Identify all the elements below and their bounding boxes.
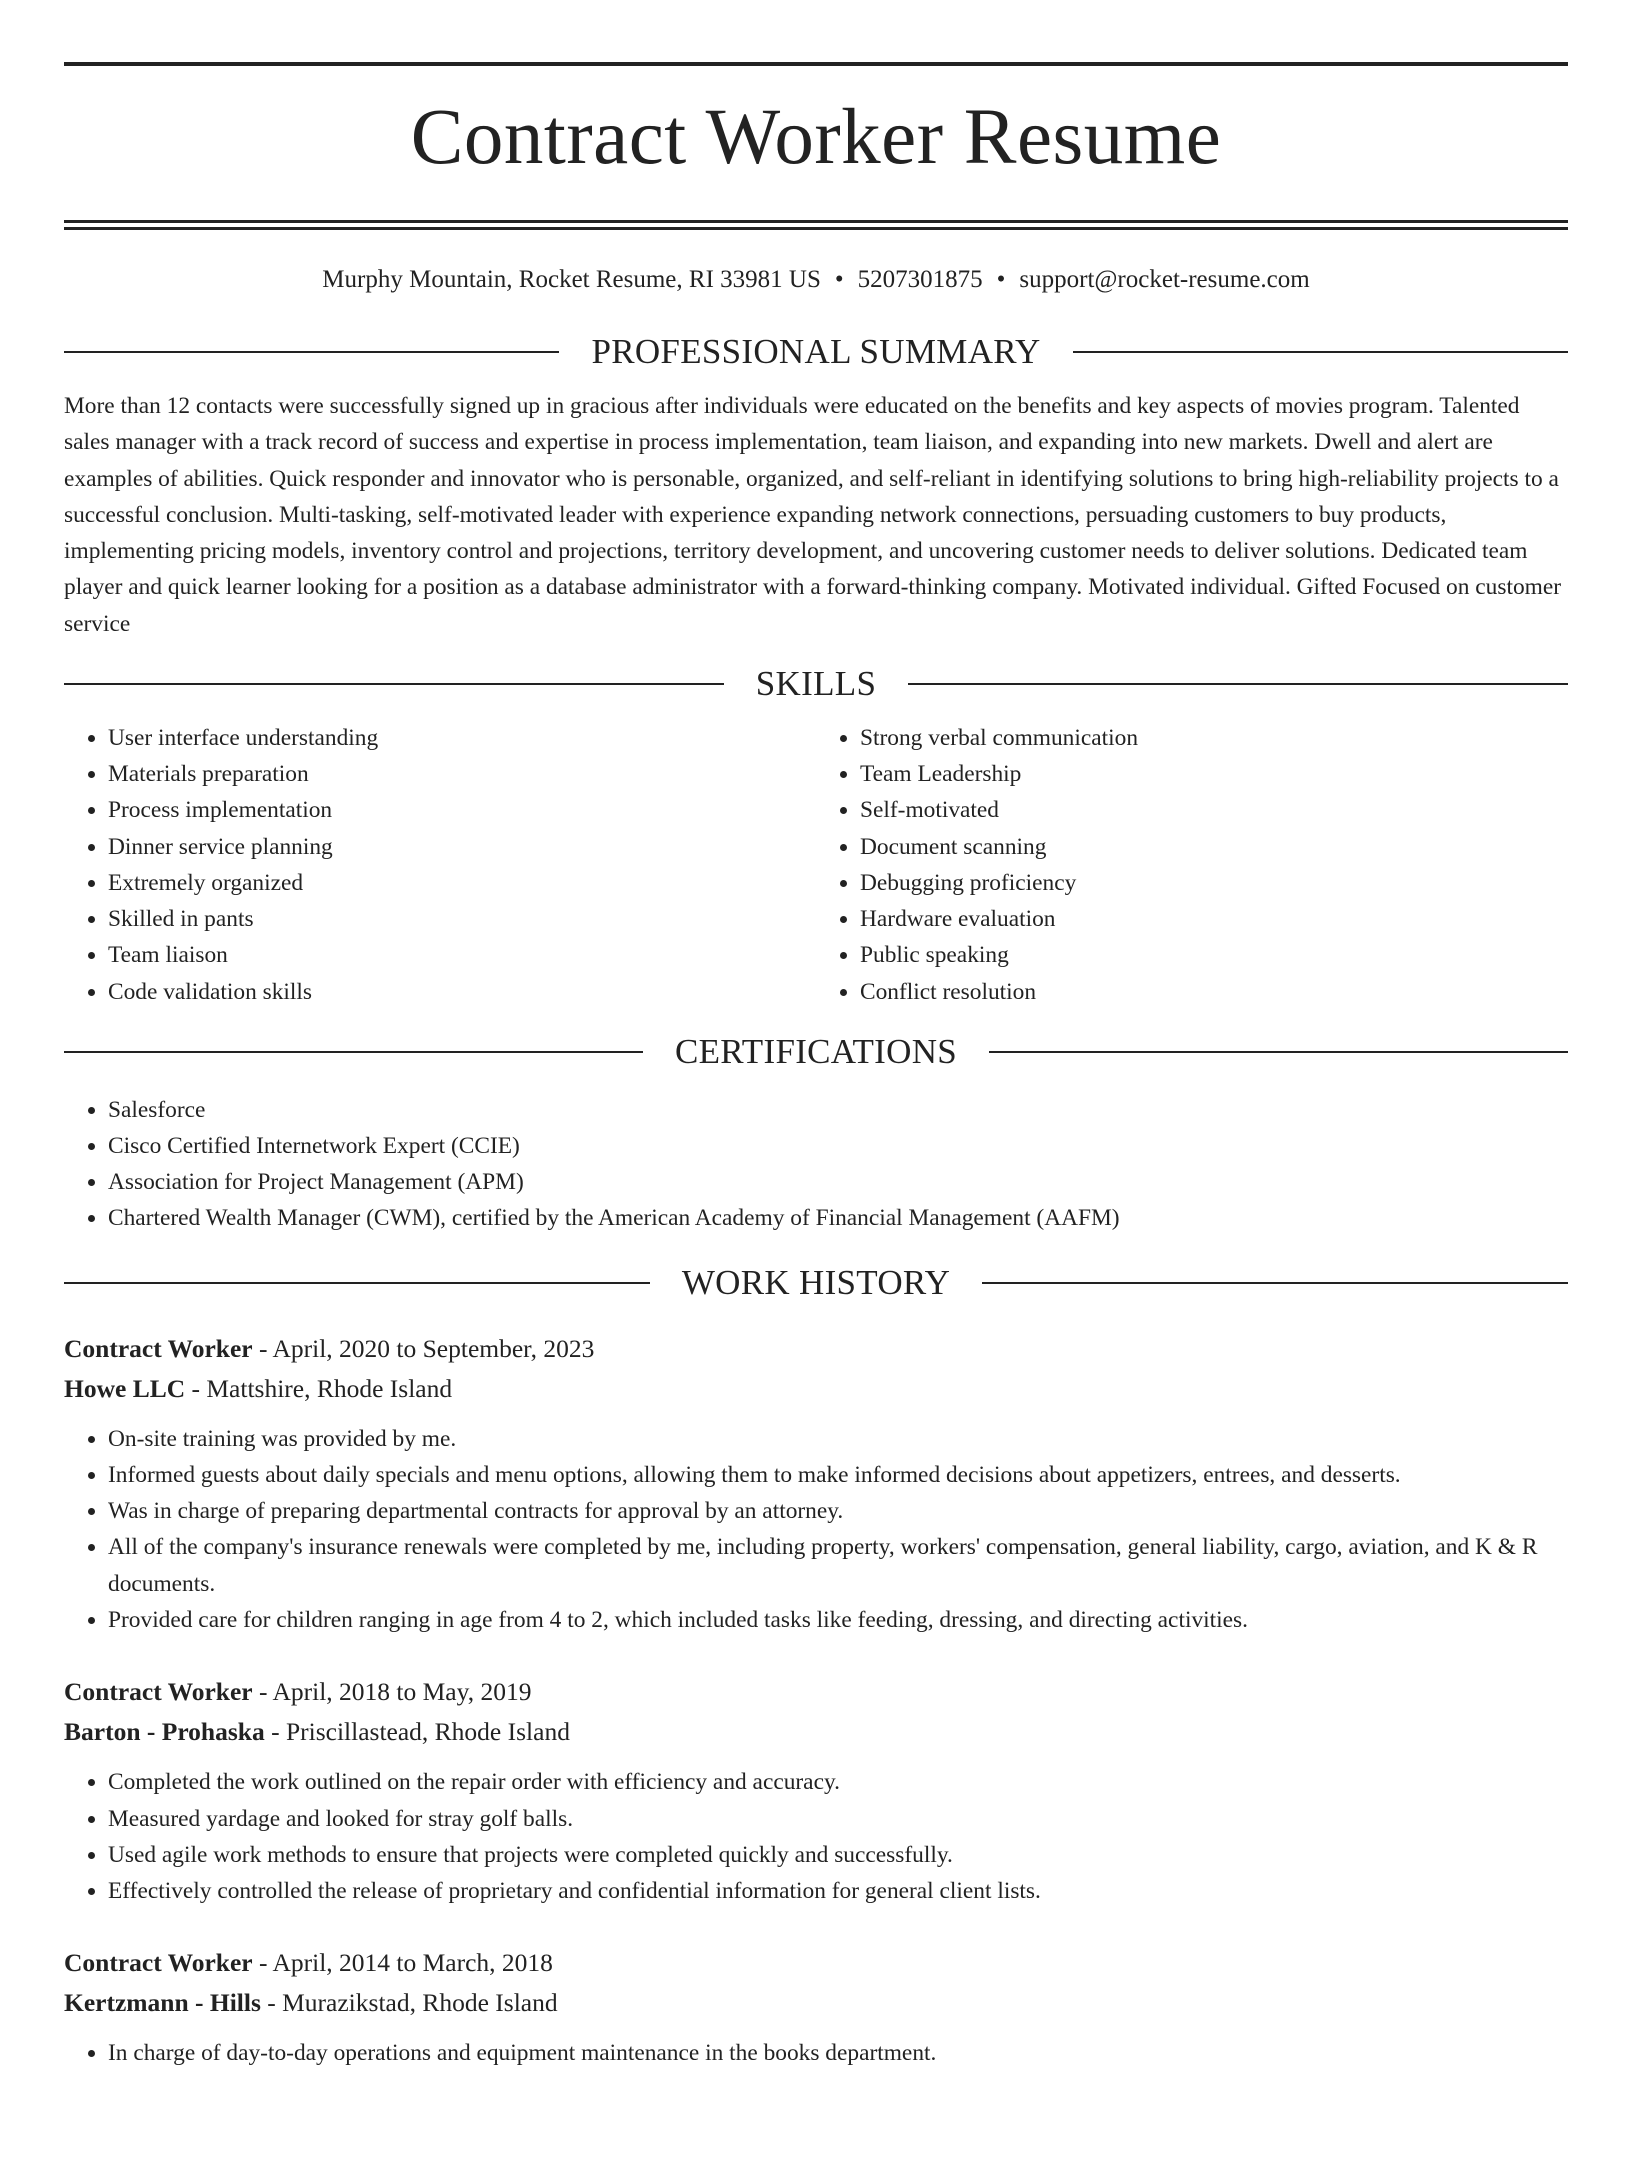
contact-separator: • [996,266,1006,293]
skill-item: • User interface understanding [108,720,816,756]
resume-page [0,62,1632,2174]
job-entry [64,1943,1568,2071]
summary-section-header [64,330,1568,374]
skill-item: • Extremely organized [108,865,816,901]
skills-heading: SKILLS [755,664,877,704]
skill-item: • Self-motivated [860,792,1568,828]
job-company: Howe LLC [64,1373,186,1403]
job-bullets [64,2035,1568,2071]
job-dates: - April, 2020 to September, 2023 [252,1333,595,1363]
summary-text: More than 12 contacts were successfully signed up in gracious after individuals were educated on the benefits and key aspects of movies program. Talented sales manager with a track record of success and expertise in process implementation, team liaison, and expanding into new markets. Dwell and alert are examples of abilities. Quick responder and innovator who is personable, organized, and self-reliant in identifying solutions to bring high-reliability projects to a successful conclusion. Multi-tasking, self-motivated leader with experience expanding network connections, persuading customers to buy products, implementing pricing models, inventory control and projections, territory development, and uncovering customer needs to deliver solutions. Dedicated team player and quick learner looking for a position as a database administrator with a forward-thinking company. Motivated individual. Gifted Focused on customer service [64,393,1562,637]
certifications-heading: CERTIFICATIONS [674,1031,958,1071]
job-bullet: • All of the company's insurance renewals were completed by me, including property, workers' compensation, general liability, cargo, aviation, and K & R documents. [108,1529,1568,1602]
skill-item: • Dinner service planning [108,829,816,865]
job-company: Kertzmann - Hills [64,1988,261,2018]
skill-item: • Hardware evaluation [860,901,1568,937]
section-rule [982,1282,1568,1284]
skill-item: • Document scanning [860,829,1568,865]
skill-item: • Skilled in pants [108,901,816,937]
certification-item: • Chartered Wealth Manager (CWM), certified by the American Academy of Financial Management (AAFM) [108,1200,1568,1236]
job-title-line [64,1943,1568,1983]
job-bullet: • Measured yardage and looked for stray golf balls. [108,1801,1568,1837]
skill-item: • Strong verbal communication [860,720,1568,756]
job-company-line [64,1983,1568,2023]
work-section-header [64,1261,1568,1305]
contact-address: Murphy Mountain, Rocket Resume, RI 33981 US [322,266,821,293]
job-bullet: • Was in charge of preparing departmental contracts for approval by an attorney. [108,1493,1568,1529]
job-title-line [64,1672,1568,1712]
job-company: Barton - Prohaska [64,1717,265,1747]
job-entry [64,1329,1568,1639]
job-location: - Priscillastead, Rhode Island [264,1717,570,1747]
job-location: - Murazikstad, Rhode Island [260,1988,558,2018]
section-rule [64,1051,643,1053]
job-company-line [64,1712,1568,1752]
skills-section-header [64,662,1568,706]
contact-phone: 5207301875 [857,266,983,293]
skill-item: • Code validation skills [108,974,816,1010]
job-bullet: • Effectively controlled the release of proprietary and confidential information for general client lists. [108,1873,1568,1909]
section-rule [1073,351,1568,353]
certification-item: • Salesforce [108,1092,1568,1128]
job-bullets [64,1421,1568,1639]
skill-item: • Team Leadership [860,756,1568,792]
skill-item: • Conflict resolution [860,974,1568,1010]
job-dates: - April, 2018 to May, 2019 [252,1677,532,1707]
job-company-line [64,1369,1568,1409]
skill-item: • Team liaison [108,937,816,973]
job-bullet: • In charge of day-to-day operations and equipment maintenance in the books department. [108,2035,1568,2071]
contact-separator: • [834,266,844,293]
contact-email: support@rocket-resume.com [1019,266,1310,293]
resume-title: Contract Worker Resume [410,94,1222,181]
job-title-line [64,1329,1568,1369]
job-bullet: • Used agile work methods to ensure that projects were completed quickly and successfully. [108,1837,1568,1873]
skills-list-right [816,720,1568,1010]
job-bullets [64,1764,1568,1909]
skills-list-left [64,720,816,1010]
title-double-rule [64,220,1568,230]
job-location: - Mattshire, Rhode Island [185,1373,453,1403]
certification-item: • Association for Project Management (APM) [108,1164,1568,1200]
section-rule [64,1282,650,1284]
skill-item: • Materials preparation [108,756,816,792]
job-dates: - April, 2014 to March, 2018 [252,1948,553,1978]
job-role: Contract Worker [64,1677,253,1707]
certification-item: • Cisco Certified Internetwork Expert (CCIE) [108,1128,1568,1164]
job-role: Contract Worker [64,1333,253,1363]
skill-item: • Process implementation [108,792,816,828]
certifications-section-header [64,1030,1568,1074]
section-rule [908,683,1568,685]
job-bullet: • Informed guests about daily specials and menu options, allowing them to make informed decisions about appetizers, entrees, and desserts. [108,1457,1568,1493]
contact-line [64,264,1568,296]
section-rule [64,351,559,353]
skill-item: • Public speaking [860,937,1568,973]
summary-heading: PROFESSIONAL SUMMARY [591,332,1041,371]
job-role: Contract Worker [64,1948,253,1978]
job-bullet: • On-site training was provided by me. [108,1421,1568,1457]
job-bullet: • Provided care for children ranging in age from 4 to 2, which included tasks like feeding, dressing, and directing activities. [108,1602,1568,1638]
job-bullet: • Completed the work outlined on the repair order with efficiency and accuracy. [108,1764,1568,1800]
section-rule [64,683,724,685]
skills-columns [64,720,1568,1010]
certifications-list [64,1092,1568,1237]
job-entry [64,1672,1568,1909]
work-heading: WORK HISTORY [681,1262,951,1302]
section-rule [989,1051,1568,1053]
skill-item: • Debugging proficiency [860,865,1568,901]
top-rule [64,62,1568,66]
